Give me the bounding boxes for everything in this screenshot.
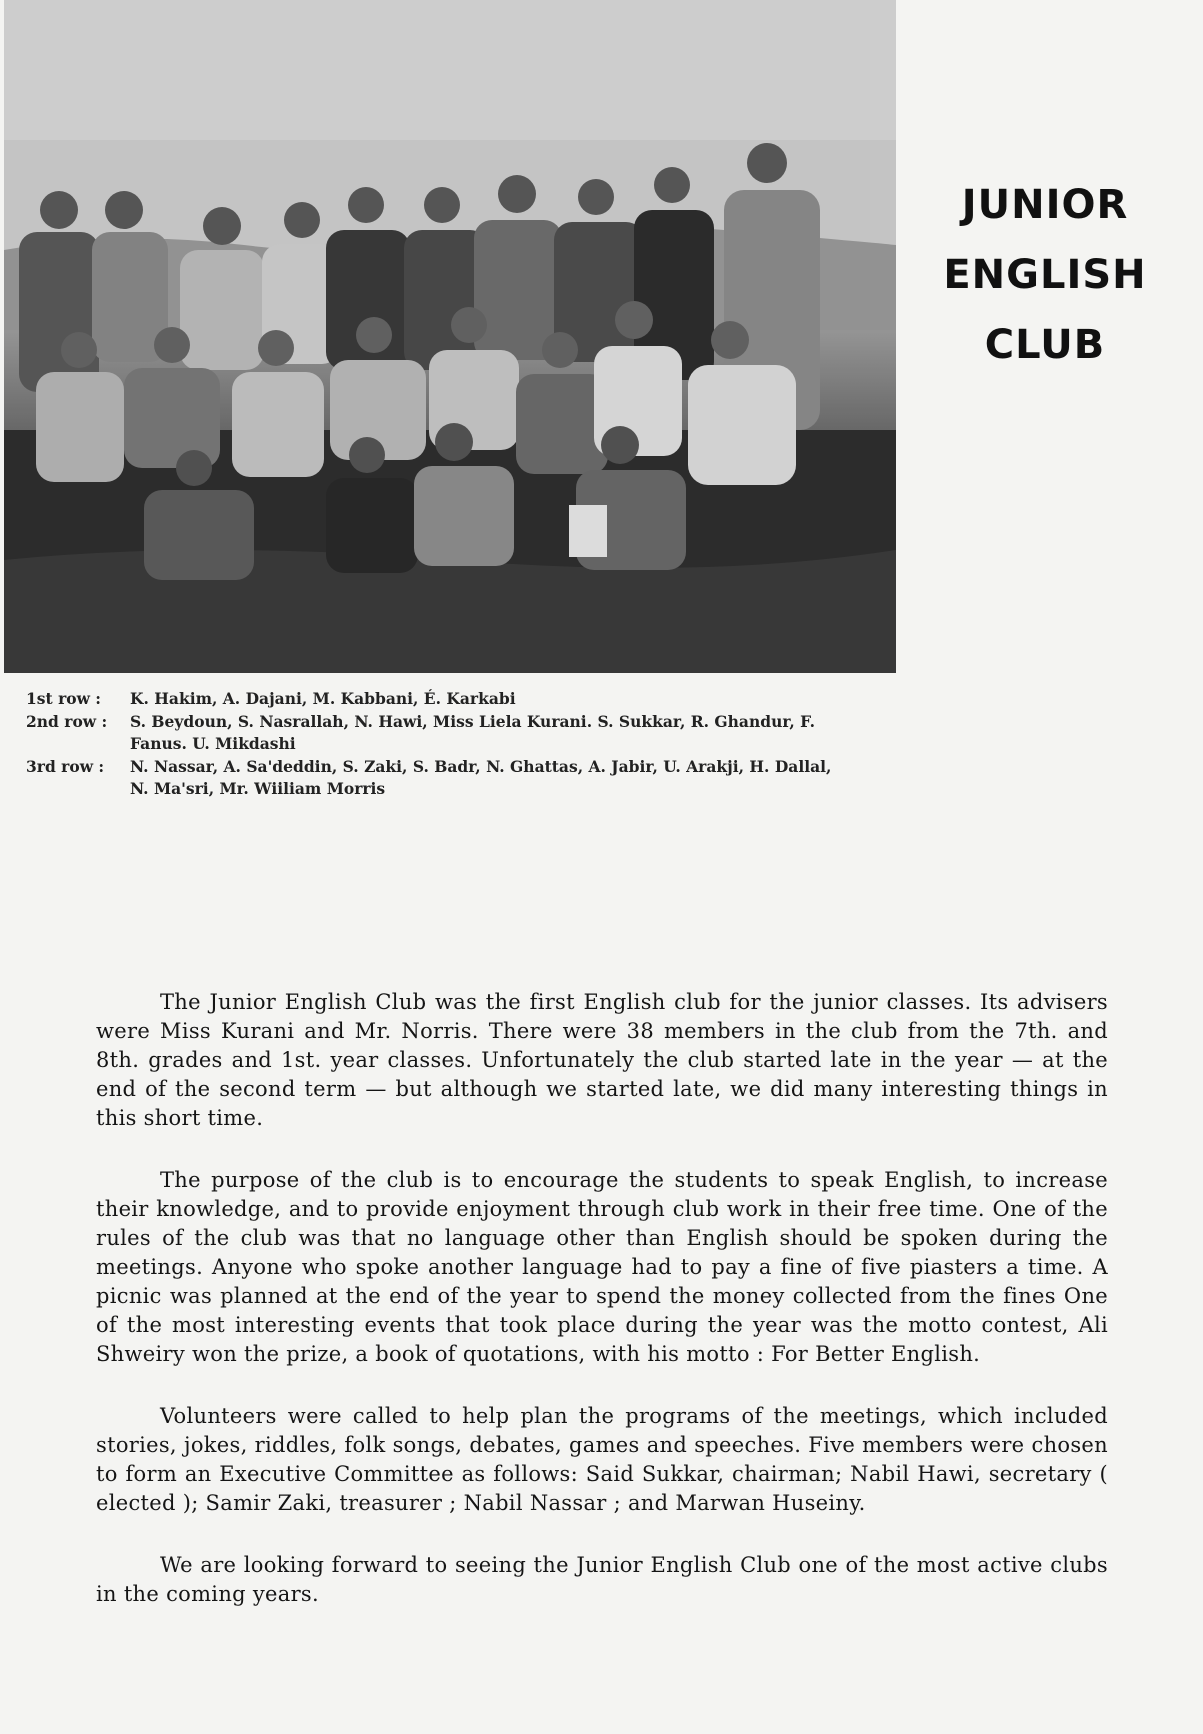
paragraph-4: We are looking forward to seeing the Junior English Club one of the most active clubs in the coming years. xyxy=(96,1553,1108,1606)
article-body xyxy=(96,988,1108,1642)
paragraph-2: The purpose of the club is to encourage the students to speak English, to increase their knowledge, and to provide enjoyment through club work in their free time. One of the rules of the club was that no language other than English should be spoken during the meetings. Anyone who spoke another language had to pay a fine of five piasters a time. A picnic was planned at the end of the year to spend the money collected from the fines One of the most interesting events that took place during the year was the motto contest, Ali Shweiry won the prize, a book of quotations, with his motto : For Better English. xyxy=(96,1168,1108,1366)
title-line-1: JUNIOR xyxy=(961,182,1129,228)
caption-row-label: 1st row : xyxy=(26,689,102,708)
caption-row-2 xyxy=(26,711,846,756)
caption-row-names: K. Hakim, A. Dajani, M. Kabbani, É. Karkabi xyxy=(130,689,516,708)
group-photo-illustration xyxy=(4,0,896,673)
title-line-3: CLUB xyxy=(984,322,1106,368)
caption-row-1 xyxy=(26,688,846,711)
caption-row-label: 2nd row : xyxy=(26,711,108,731)
caption-row-names: S. Beydoun, S. Nasrallah, N. Hawi, Miss Liela Kurani. S. Sukkar, R. Ghandur, F. Fanus. U. Mikdashi xyxy=(130,711,816,753)
caption-row-label: 3rd row : xyxy=(26,756,105,776)
caption-row-names: N. Nassar, A. Sa'deddin, S. Zaki, S. Badr, N. Ghattas, A. Jabir, U. Arakji, H. Dallal, N. Ma'sri, Mr. Wiiliam Morris xyxy=(130,756,832,798)
paragraph-1: The Junior English Club was the first English club for the junior classes. Its advisers were Miss Kurani and Mr. Norris. There were 38 members in the club from the 7th. and 8th. grades and 1st. year classes. Unfortunately the club started late in the year — at the end of the second term — but although we started late, we did many interesting things in this short time. xyxy=(96,990,1108,1130)
title-line-2: ENGLISH xyxy=(943,252,1147,298)
caption-row-3 xyxy=(26,756,846,801)
paragraph-3: Volunteers were called to help plan the programs of the meetings, which included stories, jokes, riddles, folk songs, debates, games and speeches. Five members were chosen to form an Executive Committee as follows: Said Sukkar, chairman; Nabil Hawi, secretary ( elected ); Samir Zaki, treasurer ; Nabil Nassar ; and Marwan Huseiny. xyxy=(96,1404,1108,1515)
page-title xyxy=(900,170,1190,380)
photo-caption xyxy=(26,688,846,801)
group-photo xyxy=(4,0,896,673)
